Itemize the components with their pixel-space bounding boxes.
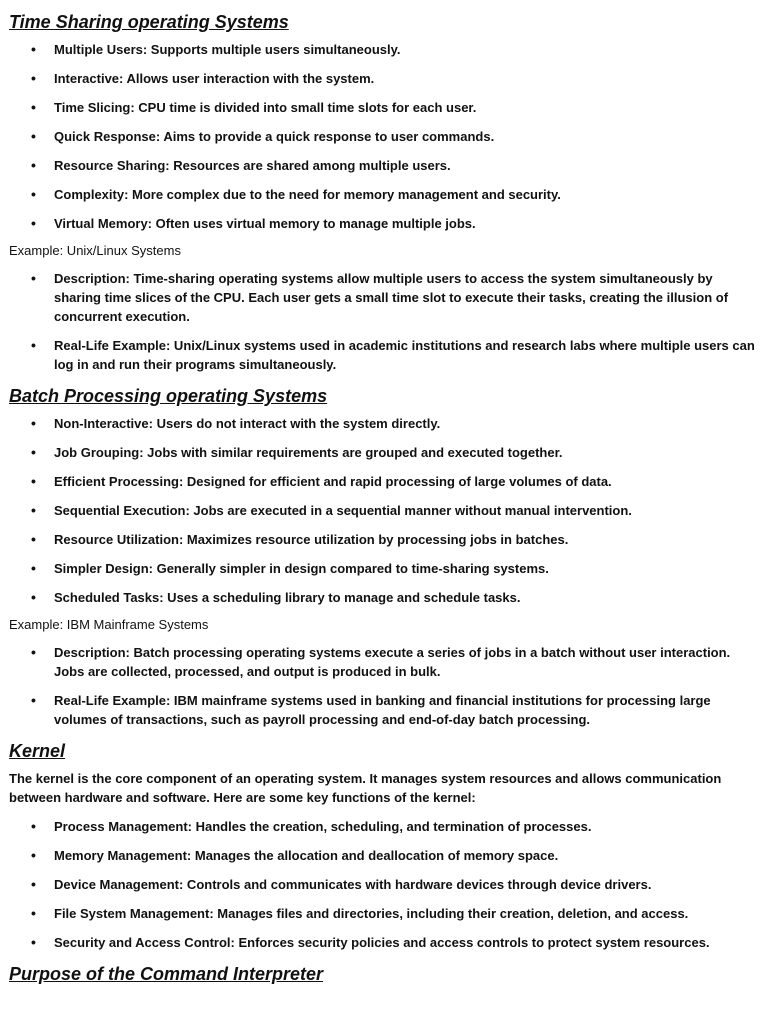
section-heading: Batch Processing operating Systems [9, 386, 328, 406]
list-item: • Interactive: Allows user interaction with the system. [9, 69, 756, 88]
list-item: • Simpler Design: Generally simpler in design compared to time-sharing systems. [9, 559, 756, 578]
section-heading: Time Sharing operating Systems [9, 12, 289, 32]
list-item: • Resource Sharing: Resources are shared among multiple users. [9, 156, 756, 175]
detail-list [9, 269, 756, 374]
detail-list [9, 643, 756, 729]
intro-paragraph: The kernel is the core component of an operating system. It manages system resources and allows communication between hardware and software. Here are some key functions of the kernel: [9, 771, 722, 805]
feature-list [9, 817, 756, 952]
list-item: • Complexity: More complex due to the need for memory management and security. [9, 185, 756, 204]
section-heading: Purpose of the Command Interpreter [9, 964, 324, 984]
list-item: • Quick Response: Aims to provide a quick response to user commands. [9, 127, 756, 146]
list-item: • Job Grouping: Jobs with similar requirements are grouped and executed together. [9, 443, 756, 462]
list-item: • Resource Utilization: Maximizes resource utilization by processing jobs in batches. [9, 530, 756, 549]
section-time-sharing [9, 10, 756, 374]
list-item: • Virtual Memory: Often uses virtual memory to manage multiple jobs. [9, 214, 756, 233]
list-item: • Non-Interactive: Users do not interact with the system directly. [9, 414, 756, 433]
feature-list [9, 414, 756, 607]
feature-list [9, 40, 756, 233]
section-batch-processing [9, 384, 756, 729]
list-item: • Sequential Execution: Jobs are executed in a sequential manner without manual intervention. [9, 501, 756, 520]
section-kernel [9, 739, 756, 952]
list-item: • Process Management: Handles the creation, scheduling, and termination of processes. [9, 817, 756, 836]
section-heading: Kernel [9, 741, 66, 761]
list-item: • Description: Batch processing operating systems execute a series of jobs in a batch without user interaction. Jobs are collected, processed, and output is produced in bulk. [9, 643, 756, 681]
list-item: • Security and Access Control: Enforces security policies and access controls to protect system resources. [9, 933, 756, 952]
list-item: • Efficient Processing: Designed for efficient and rapid processing of large volumes of data. [9, 472, 756, 491]
list-item: • Description: Time-sharing operating systems allow multiple users to access the system simultaneously by sharing time slices of the CPU. Each user gets a small time slot to execute their tasks, creating the illusion of concurrent execution. [9, 269, 756, 326]
example-label: Example: Unix/Linux Systems [9, 243, 181, 258]
list-item: • File System Management: Manages files and directories, including their creation, deletion, and access. [9, 904, 756, 923]
list-item: • Memory Management: Manages the allocation and deallocation of memory space. [9, 846, 756, 865]
section-command-interpreter [9, 962, 756, 986]
list-item: • Real-Life Example: Unix/Linux systems used in academic institutions and research labs where multiple users can log in and run their programs simultaneously. [9, 336, 756, 374]
list-item: • Real-Life Example: IBM mainframe systems used in banking and financial institutions for processing large volumes of transactions, such as payroll processing and end-of-day batch processing. [9, 691, 756, 729]
list-item: • Multiple Users: Supports multiple users simultaneously. [9, 40, 756, 59]
list-item: • Device Management: Controls and communicates with hardware devices through device drivers. [9, 875, 756, 894]
list-item: • Scheduled Tasks: Uses a scheduling library to manage and schedule tasks. [9, 588, 756, 607]
example-label: Example: IBM Mainframe Systems [9, 617, 209, 632]
list-item: • Time Slicing: CPU time is divided into small time slots for each user. [9, 98, 756, 117]
